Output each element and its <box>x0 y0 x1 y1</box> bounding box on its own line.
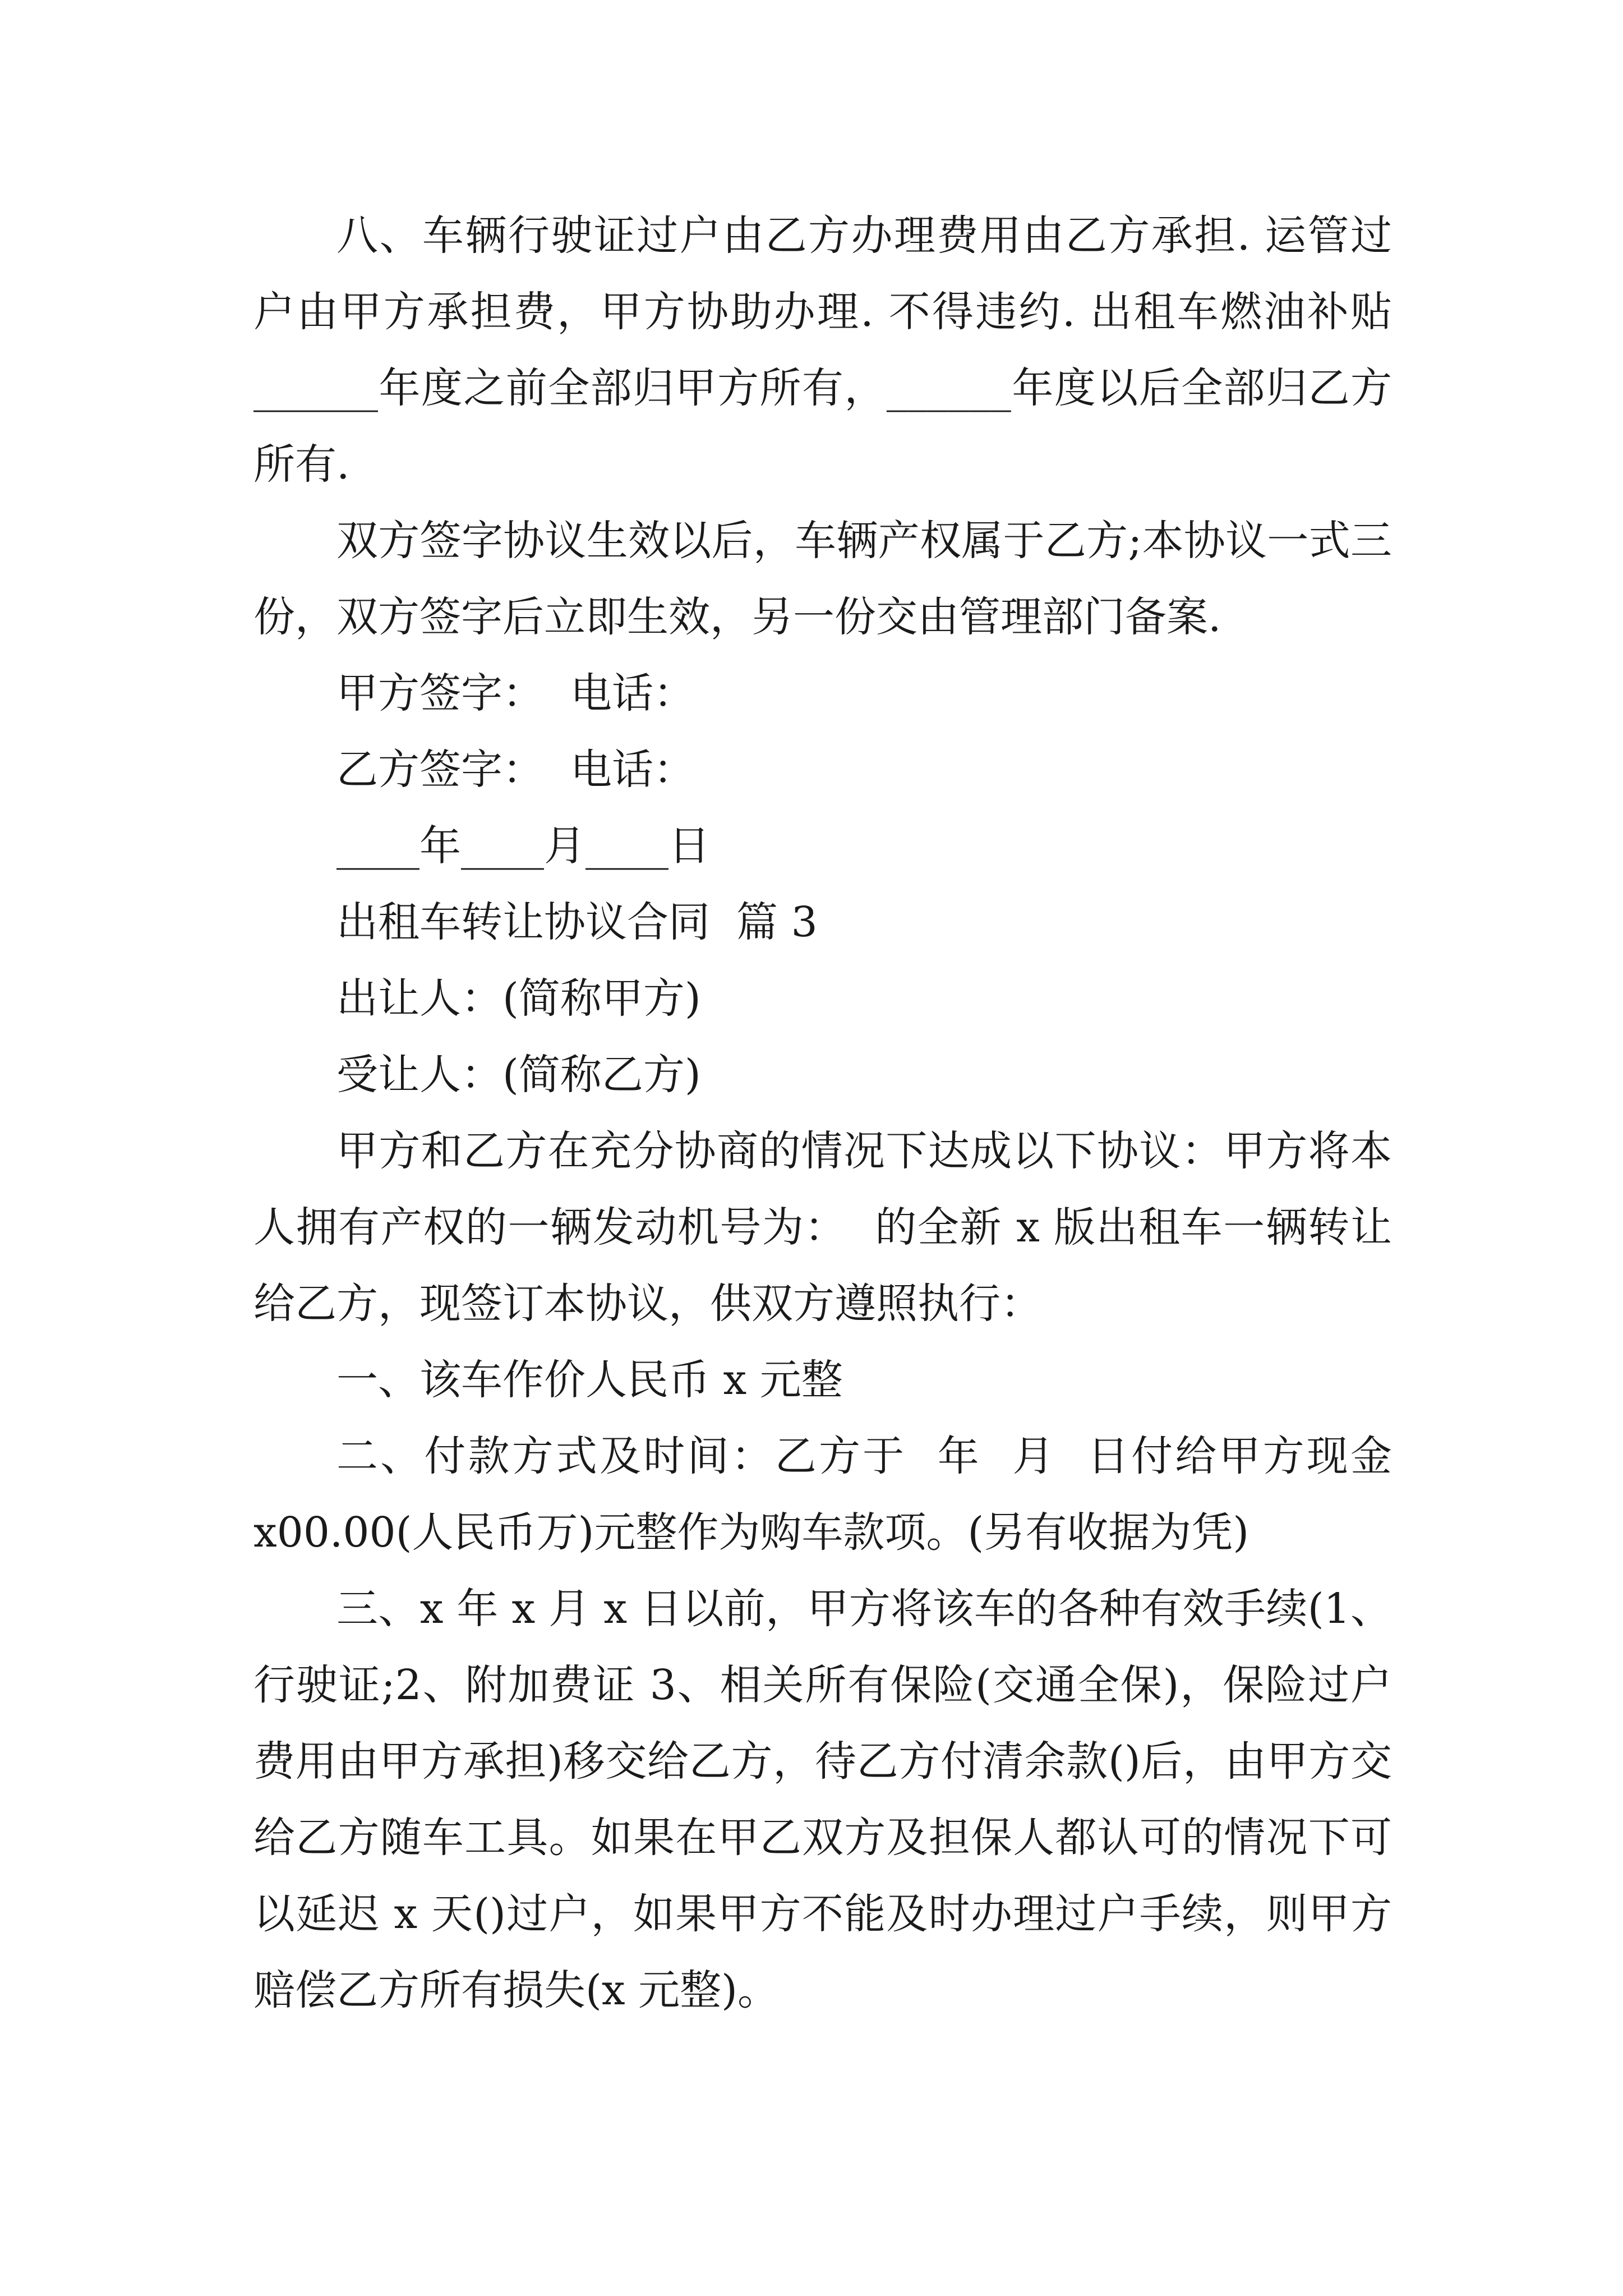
effect-clause-paragraph: 双方签字协议生效以后，车辆产权属于乙方;本协议一式三份，双方签字后立即生效，另一份交由管理部门备案. <box>253 517 1392 641</box>
transferor-line: 出让人：(简称甲方) <box>336 974 701 1023</box>
date-line: ____年____月____日 <box>336 822 710 870</box>
clause-8-paragraph: 八、车辆行驶证过户由乙方办理费用由乙方承担. 运管过户由甲方承担费，甲方协助办理. 不得违约. 出租车燃油补贴______年度之前全部归甲方所有，______年度以后全部归乙方所有. <box>253 211 1392 489</box>
party-b-signature-line: 乙方签字： 电话： <box>336 746 695 794</box>
clause-1-paragraph: 一、该车作价人民币 x 元整 <box>336 1356 843 1404</box>
document-body <box>253 197 1405 2028</box>
transferee-line: 受让人：(简称乙方) <box>336 1051 701 1099</box>
section-title: 出租车转让协议合同 篇 3 <box>336 898 818 946</box>
intro-paragraph: 甲方和乙方在充分协商的情况下达成以下协议：甲方将本人拥有产权的一辆发动机号为： 的全新 x 版出租车一辆转让给乙方，现签订本协议，供双方遵照执行： <box>253 1127 1392 1328</box>
clause-3-paragraph: 三、x 年 x 月 x 日以前，甲方将该车的各种有效手续(1、行驶证;2、附加费证 3、相关所有保险(交通全保)，保险过户费用由甲方承担)移交给乙方，待乙方付清余款()后，由甲方交给乙方随车工具。如果在甲乙双方及担保人都认可的情况下可以延迟 x 天()过户，如果甲方不能及时办理过户手续，则甲方赔偿乙方所有损失(x 元整)。 <box>253 1585 1392 2014</box>
clause-2-paragraph: 二、付款方式及时间：乙方于 年 月 日付给甲方现金 x00.00(人民币万)元整作为购车款项。(另有收据为凭) <box>253 1432 1405 1557</box>
party-a-signature-line: 甲方签字： 电话： <box>336 669 695 717</box>
